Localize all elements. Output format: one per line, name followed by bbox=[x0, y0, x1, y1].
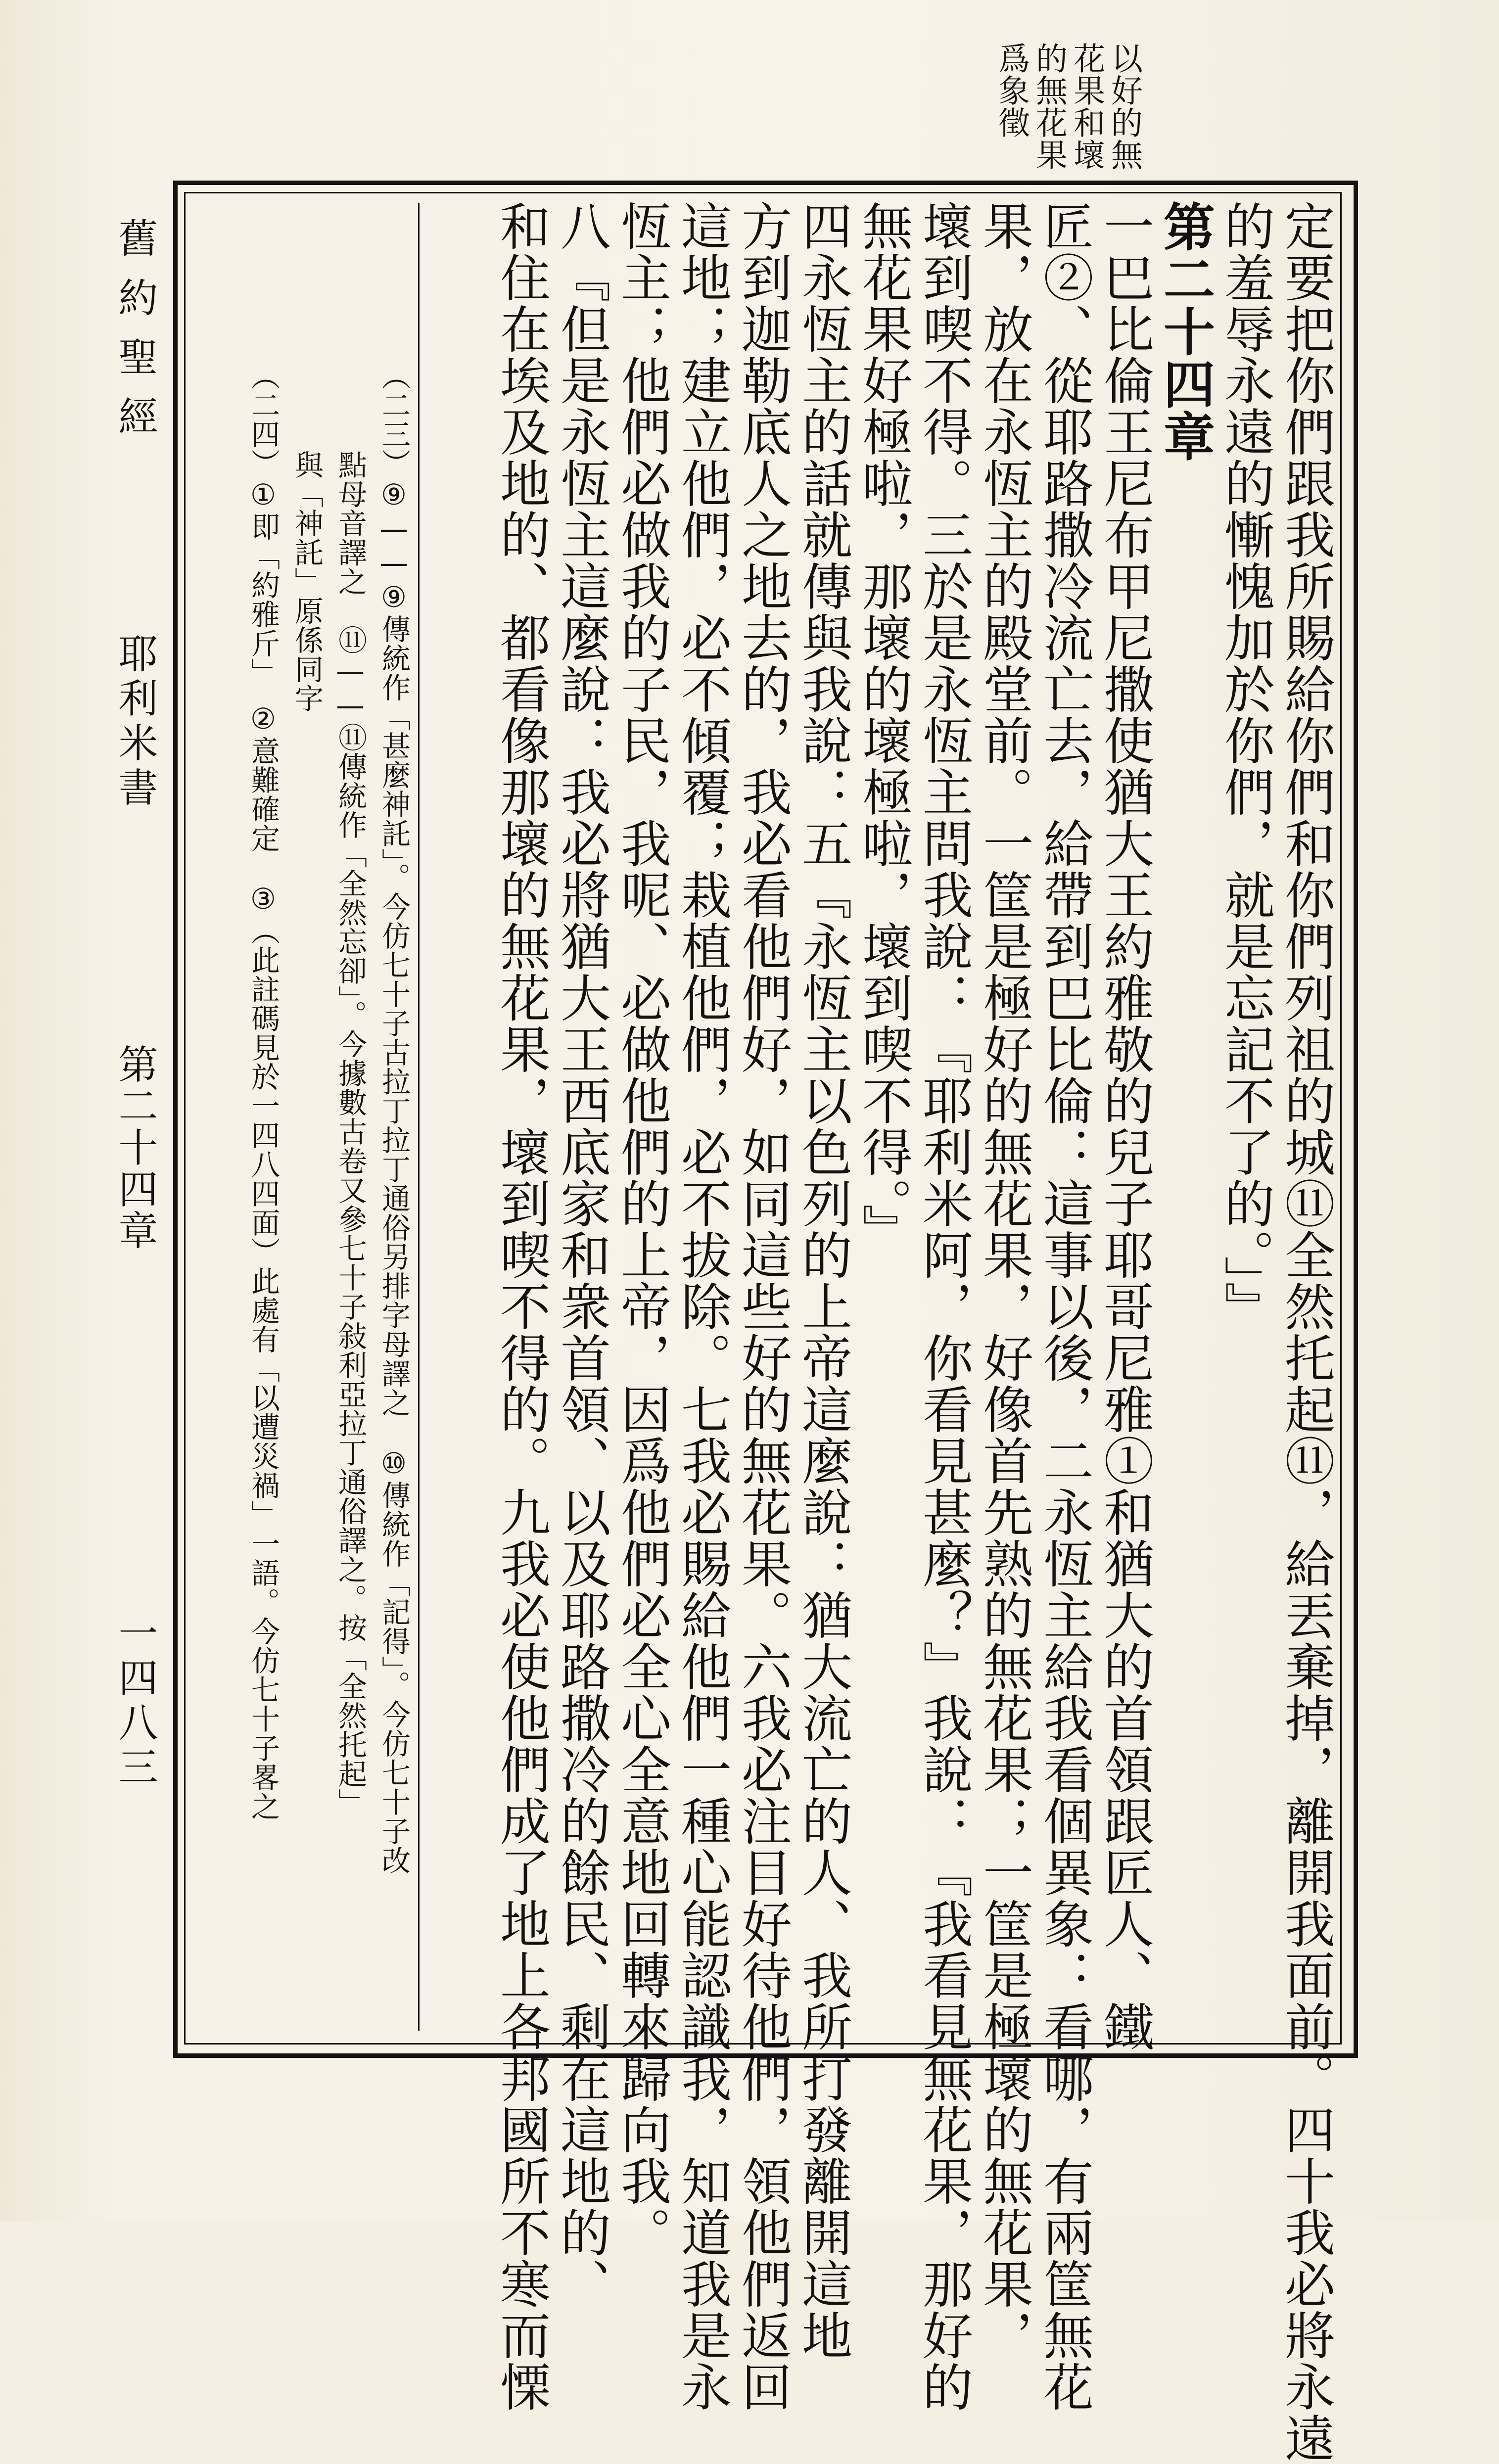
text-column: 四永恆主的話就傳與我說：五『永恆主以色列的上帝這麼說：猶大流亡的人、我所打發離開這地 bbox=[794, 200, 852, 2361]
text-column: 無花果好極啦，那壞的壞極啦，壞到喫不得。』 bbox=[854, 200, 913, 1255]
side-note-col: 爲象徵 bbox=[993, 42, 1030, 139]
text-column: 一巴比倫王尼布甲尼撒使猶大王約雅敬的兒子耶哥尼雅①和猶大的首領跟匠人、鐵 bbox=[1095, 200, 1154, 2052]
side-note-col: 的無花果 bbox=[1031, 42, 1067, 171]
book-title: 舊約聖經 bbox=[112, 218, 158, 455]
chapter-label: 第二十四章 bbox=[112, 1044, 158, 1252]
footnotes bbox=[195, 361, 416, 2028]
page-number: 一四八三 bbox=[112, 1613, 158, 1791]
footnote-column: 點母音譯之 ⑪——⑪傳統作「全然忘卻」。今據數古卷又參七十子敍利亞拉丁通俗譯之。按「全然托起」 bbox=[333, 450, 367, 1817]
footnote-column: 與「神託」原係同字 bbox=[290, 450, 324, 713]
chapter-heading: 第二十四章 bbox=[1155, 200, 1215, 463]
text-column: 恆主；他們必做我的子民，我呢、必做他們的上帝，因爲他們必全心全意地回轉來歸向我。 bbox=[612, 200, 671, 2258]
text-column: 果，放在永恆主的殿堂前。一筐是極好的無花果，好像首先熟的無花果；一筐是極壞的無花果， bbox=[975, 200, 1033, 2361]
text-column: 八『但是永恆主這麼說：我必將猶大王西底家和衆首領、以及耶路撒冷的餘民、剩在這地的、 bbox=[552, 200, 611, 2310]
text-column: 定要把你們跟我所賜給你們和你們列祖的城⑪全然托起⑪，給丟棄掉，離開我面前。四十我必將永遠 bbox=[1276, 200, 1335, 2464]
side-note bbox=[994, 42, 1143, 171]
main-text bbox=[435, 200, 1336, 2464]
side-note-col: 以好的無 bbox=[1106, 42, 1142, 171]
text-column: 和住在埃及地的、都看像那壞的無花果，壞到喫不得的。九我必使他們成了地上各邦國所不寒而慄 bbox=[492, 200, 551, 2413]
footnote-column: （二四）①即「約雅斤」 ②意難確定 ③（此註碼見於一四八四面）此處有「以遭災禍」一語。今仿七十子畧之 bbox=[246, 361, 280, 1821]
footnote-column: （二三）⑨——⑨傳統作「甚麼神託」。今仿七十子古拉丁拉丁通俗另排字母譯之 ⑩傳統作「記得」。今仿七十子改 bbox=[377, 361, 411, 1875]
text-column: 匠②、從耶路撒冷流亡去，給帶到巴比倫：這事以後，二永恆主給我看個異象：看哪，有兩筐無花 bbox=[1035, 200, 1094, 2413]
subbook-title: 耶利米書 bbox=[112, 633, 158, 811]
text-column: 方到迦勒底人之地去的，我必看他們好，如同這些好的無花果。六我必注目好待他們，領他們返回 bbox=[733, 200, 792, 2413]
running-head bbox=[99, 218, 163, 2048]
text-column: 壞到喫不得。三於是永恆主問我說：『耶利米阿，你看見甚麼？』我說：『我看見無花果，那好的 bbox=[914, 200, 973, 2413]
footnote-divider bbox=[418, 203, 420, 2031]
side-note-col: 花果和壞 bbox=[1068, 42, 1105, 171]
text-column: 這地；建立他們，必不傾覆；栽植他們，必不拔除。七我必賜給他們一種心能認識我，知道我是永 bbox=[673, 200, 732, 2413]
text-column: 的羞辱永遠的慚愧加於你們，就是忘記不了的。」』 bbox=[1216, 200, 1275, 1333]
